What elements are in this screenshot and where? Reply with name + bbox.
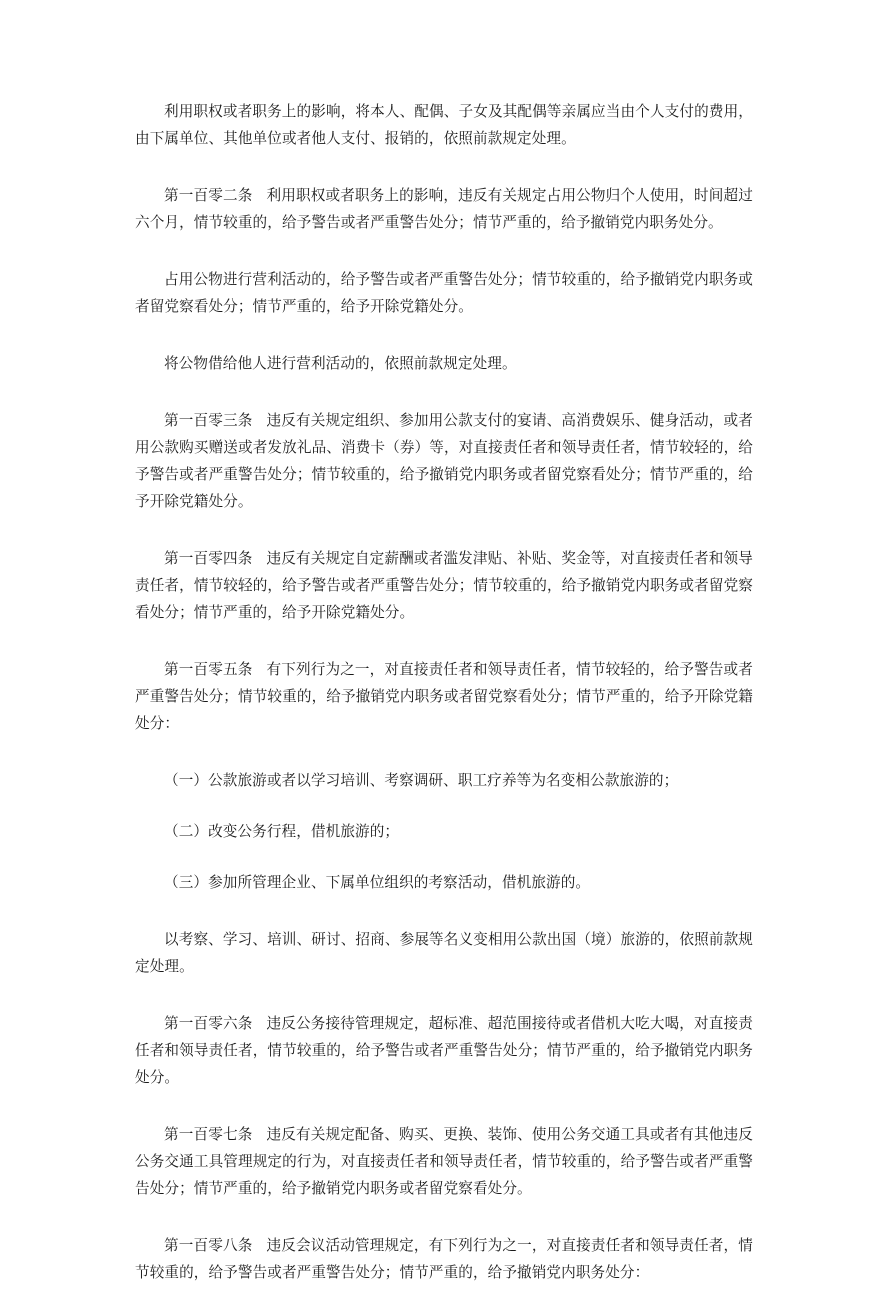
paragraph <box>135 767 753 794</box>
article-number: 第一百零三条 <box>164 412 253 429</box>
article-number: 第一百零二条 <box>164 187 253 204</box>
paragraph <box>135 266 753 320</box>
paragraph-text: 以考察、学习、培训、研讨、招商、参展等名义变相用公款出国（境）旅游的，依照前款规定处理。 <box>135 931 753 975</box>
article-number: 第一百零八条 <box>164 1237 253 1254</box>
paragraph <box>135 545 753 626</box>
article-number: 第一百零四条 <box>164 550 253 567</box>
article-number: 第一百零六条 <box>164 1015 253 1032</box>
paragraph <box>135 1010 753 1091</box>
paragraph <box>135 407 753 515</box>
paragraph <box>135 350 753 377</box>
paragraph-text: 违反会议活动管理规定，有下列行为之一，对直接责任者和领导责任者，情节较重的，给予警告或者严重警告处分；情节严重的，给予撤销党内职务处分： <box>135 1237 753 1281</box>
paragraph <box>135 869 753 896</box>
paragraph <box>135 1121 753 1202</box>
paragraph-text: 利用职权或者职务上的影响，将本人、配偶、子女及其配偶等亲属应当由个人支付的费用，由下属单位、其他单位或者他人支付、报销的，依照前款规定处理。 <box>135 103 753 147</box>
paragraph <box>135 98 753 152</box>
paragraph-text: 违反有关规定自定薪酬或者滥发津贴、补贴、奖金等，对直接责任者和领导责任者，情节较轻的，给予警告或者严重警告处分；情节较重的，给予撤销党内职务或者留党察看处分；情节严重的，给予开除党籍处分。 <box>135 550 753 621</box>
paragraph-text: 占用公物进行营利活动的，给予警告或者严重警告处分；情节较重的，给予撤销党内职务或者留党察看处分；情节严重的，给予开除党籍处分。 <box>135 271 753 315</box>
paragraph <box>135 1232 753 1286</box>
paragraph-text: （三）参加所管理企业、下属单位组织的考察活动，借机旅游的。 <box>164 874 591 891</box>
document-page <box>135 98 753 1316</box>
paragraph <box>135 656 753 737</box>
article-number: 第一百零七条 <box>164 1126 253 1143</box>
paragraph-text: 违反有关规定组织、参加用公款支付的宴请、高消费娱乐、健身活动，或者用公款购买赠送或者发放礼品、消费卡（券）等，对直接责任者和领导责任者，情节较轻的，给予警告或者严重警告处分；情节较重的，给予撤销党内职务或者留党察看处分；情节严重的，给予开除党籍处分。 <box>135 412 753 510</box>
paragraph <box>135 818 753 845</box>
paragraph <box>135 182 753 236</box>
paragraph-text: （一）公款旅游或者以学习培训、考察调研、职工疗养等为名变相公款旅游的； <box>164 772 679 789</box>
paragraph-text: 有下列行为之一，对直接责任者和领导责任者，情节较轻的，给予警告或者严重警告处分；情节较重的，给予撤销党内职务或者留党察看处分；情节严重的，给予开除党籍处分： <box>135 661 753 732</box>
paragraph-text: 违反公务接待管理规定，超标准、超范围接待或者借机大吃大喝，对直接责任者和领导责任者，情节较重的，给予警告或者严重警告处分；情节严重的，给予撤销党内职务处分。 <box>135 1015 753 1086</box>
paragraph-text: （二）改变公务行程，借机旅游的； <box>164 823 400 840</box>
paragraph-text: 违反有关规定配备、购买、更换、装饰、使用公务交通工具或者有其他违反公务交通工具管理规定的行为，对直接责任者和领导责任者，情节较重的，给予警告或者严重警告处分；情节严重的，给予撤销党内职务或者留党察看处分。 <box>135 1126 753 1197</box>
paragraph <box>135 926 753 980</box>
paragraph-text: 将公物借给他人进行营利活动的，依照前款规定处理。 <box>164 355 517 372</box>
paragraph-text: 利用职权或者职务上的影响，违反有关规定占用公物归个人使用，时间超过六个月，情节较重的，给予警告或者严重警告处分；情节严重的，给予撤销党内职务处分。 <box>135 187 753 231</box>
article-number: 第一百零五条 <box>164 661 253 678</box>
